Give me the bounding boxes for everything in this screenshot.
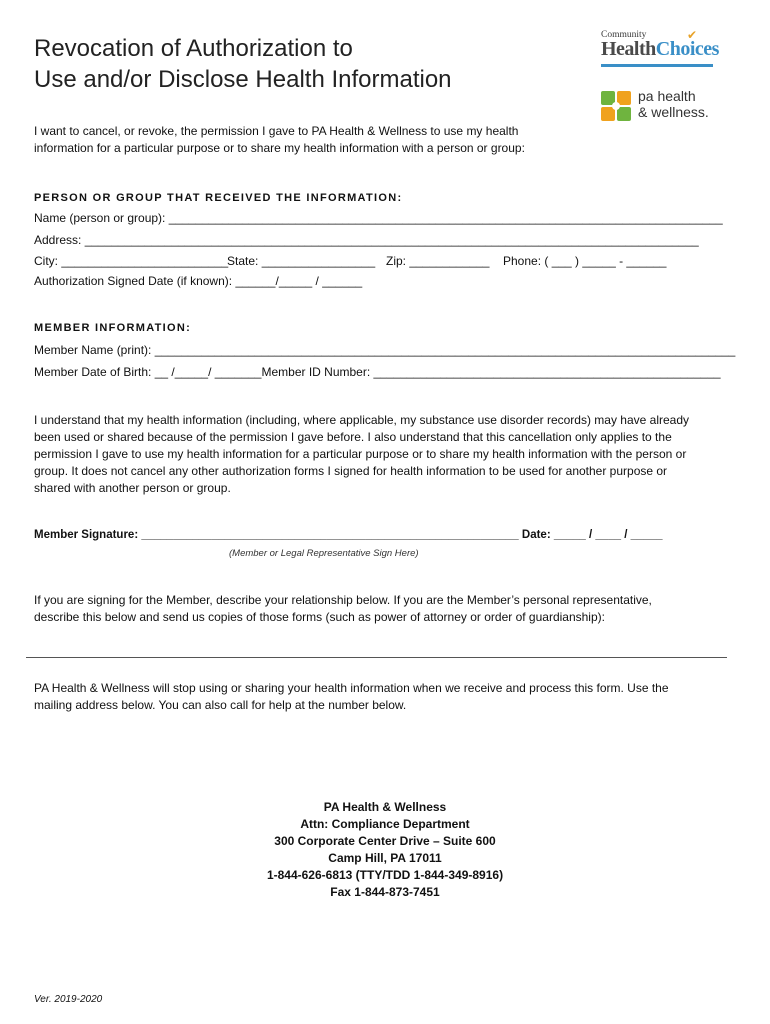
chc-logo-underline bbox=[601, 64, 713, 67]
address-phone: 1-844-626-6813 (TTY/TDD 1-844-349-8916) bbox=[266, 868, 504, 882]
chc-logo-small-text: Community bbox=[601, 30, 647, 40]
recipient-address-field[interactable]: Address: ____________________________________________________________________________________________ bbox=[34, 233, 699, 247]
address-street: 300 Corporate Center Drive – Suite 600 bbox=[274, 834, 496, 848]
paw-logo-wordmark: pa health & wellness. bbox=[638, 88, 709, 120]
community-healthchoices-logo bbox=[601, 30, 719, 70]
relationship-description-line[interactable] bbox=[26, 657, 727, 658]
understanding-paragraph: I understand that my health information (including, where applicable, my substance use disorder records) may have already been used or shared because of the permission I gave before. I also understand that this cancellation only applies to the permission I gave to use my health information for a particular purpose or to share my health information with the person or group. It does not cancel any other authorization forms I signed for health information to be used for another purpose or shared with another person or group. bbox=[34, 413, 690, 495]
title-line-2: Use and/or Disclose Health Information bbox=[34, 66, 452, 93]
member-dob-id-field[interactable]: Member Date of Birth: __ /_____/ _______Member ID Number: ____________________________________________________ bbox=[34, 365, 721, 379]
checkmark-icon: ✔ bbox=[687, 28, 698, 42]
page-title bbox=[34, 33, 574, 95]
address-org: PA Health & Wellness bbox=[323, 800, 447, 814]
chc-logo-wordmark: HealthChoices bbox=[601, 38, 719, 60]
recipient-phone-field[interactable]: Phone: ( ___ ) _____ - ______ bbox=[503, 254, 667, 268]
version-label: Ver. 2019-2020 bbox=[34, 994, 103, 1005]
mailing-address-block bbox=[0, 799, 770, 901]
signature-note: (Member or Legal Representative Sign Here) bbox=[229, 548, 419, 559]
recipient-zip-field[interactable]: Zip: ____________ bbox=[386, 254, 490, 268]
recipient-city-field[interactable]: City: _________________________ bbox=[34, 254, 229, 268]
recipient-name-field[interactable]: Name (person or group): ___________________________________________________________________________________ bbox=[34, 211, 723, 225]
closing-paragraph: PA Health & Wellness will stop using or sharing your health information when we receive and process this form. Use the mailing address below. You can also call for help at the number below. bbox=[34, 681, 669, 712]
recipient-section-heading: PERSON OR GROUP THAT RECEIVED THE INFORMATION: bbox=[34, 192, 403, 204]
authorization-date-field[interactable]: Authorization Signed Date (if known): ______/_____ / ______ bbox=[34, 274, 363, 288]
member-signature-field[interactable]: Member Signature: ___________________________________________________________ Date: _____ / ____ / _____ bbox=[34, 529, 663, 541]
intro-paragraph: I want to cancel, or revoke, the permission I gave to PA Health & Wellness to use my health information for a particular purpose or to share my health information with a person or group: bbox=[34, 124, 525, 155]
address-city: Camp Hill, PA 17011 bbox=[328, 851, 442, 865]
title-line-1: Revocation of Authorization to bbox=[34, 35, 353, 62]
puzzle-mark-icon bbox=[600, 90, 632, 122]
address-attn: Attn: Compliance Department bbox=[300, 817, 470, 831]
member-section-heading: MEMBER INFORMATION: bbox=[34, 322, 192, 334]
representative-paragraph: If you are signing for the Member, describe your relationship below. If you are the Member’s personal representative, describe this below and send us copies of those forms (such as power of attorney or order of guardianship): bbox=[34, 593, 652, 624]
address-fax: Fax 1-844-873-7451 bbox=[330, 885, 440, 899]
pa-health-wellness-logo bbox=[600, 88, 730, 124]
member-name-field[interactable]: Member Name (print): _______________________________________________________________________________________ bbox=[34, 343, 736, 357]
recipient-state-field[interactable]: State: _________________ bbox=[227, 254, 376, 268]
